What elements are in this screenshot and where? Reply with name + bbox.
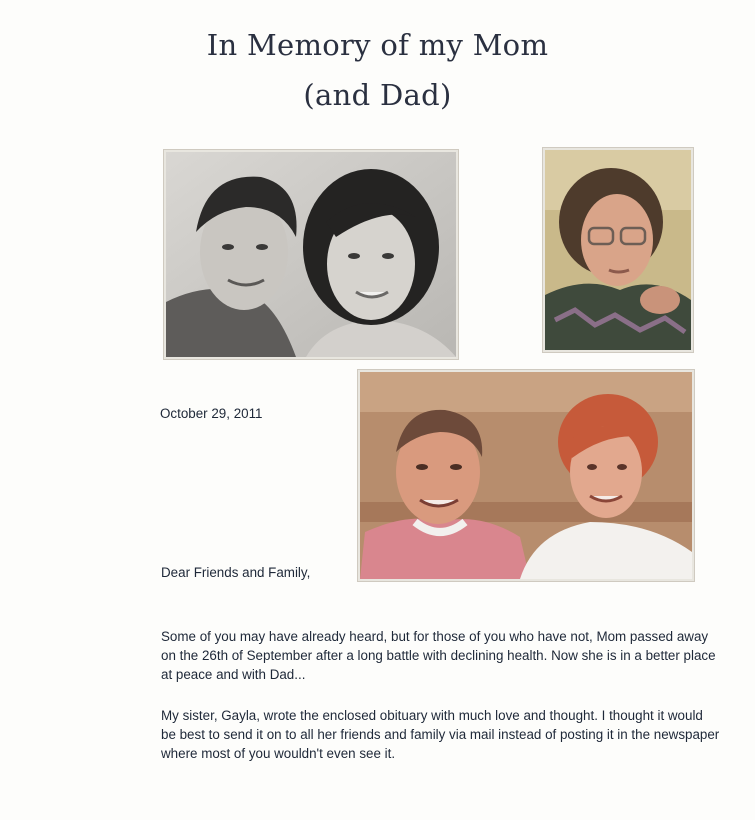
page-title-line1: In Memory of my Mom xyxy=(206,28,549,62)
elderly-mom-photo xyxy=(543,148,693,352)
letter-paragraph-2: My sister, Gayla, wrote the enclosed obituary with much love and thought. I thought it would be best to send it on to all her friends and family via mail instead of posting it in the newspaper where most of you wouldn't even see it. xyxy=(161,708,720,761)
letter-date: October 29, 2011 xyxy=(160,406,263,421)
letter-greeting: Dear Friends and Family, xyxy=(161,565,311,580)
letter-paragraph-1: Some of you may have already heard, but for those of you who have not, Mom passed away on the 26th of September after a long battle with declining health. Now she is in a better place at peace and with Dad... xyxy=(161,629,716,682)
young-couple-photo xyxy=(164,150,458,359)
page-title-line2: (and Dad) xyxy=(303,78,452,112)
older-couple-photo xyxy=(358,370,694,581)
